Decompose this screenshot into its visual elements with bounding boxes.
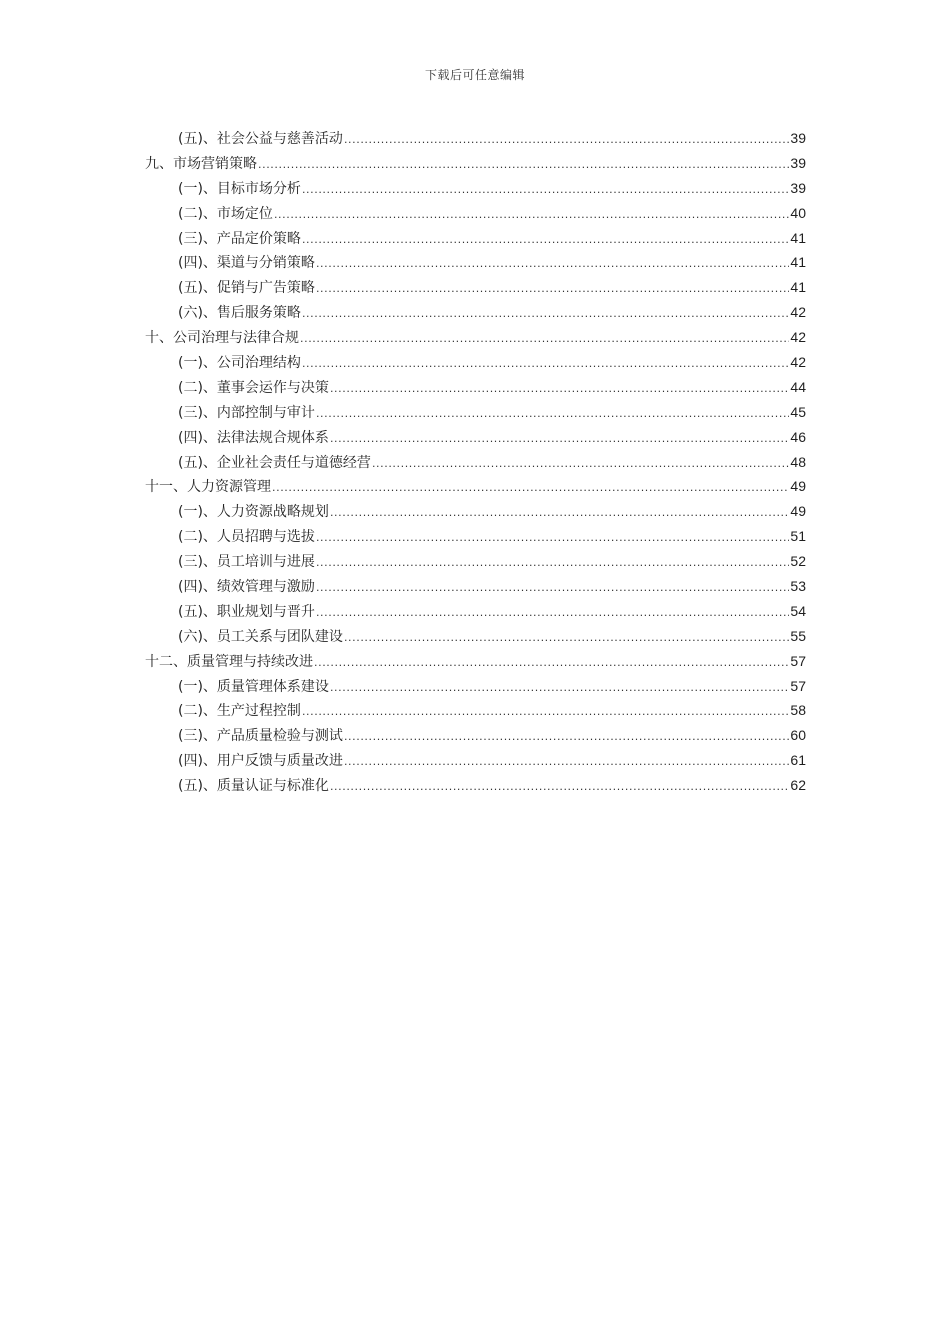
toc-page-number: 41	[790, 279, 806, 296]
toc-entry-title: (六)、售后服务策略	[178, 305, 301, 322]
toc-dot-leader	[258, 153, 789, 178]
toc-dot-leader	[330, 377, 789, 402]
toc-section-entry[interactable]	[145, 524, 806, 549]
toc-entry-title: (五)、质量认证与标准化	[178, 778, 329, 795]
toc-chapter-entry[interactable]	[145, 649, 806, 674]
toc-section-entry[interactable]	[145, 599, 806, 624]
toc-dot-leader	[302, 700, 789, 725]
toc-section-entry[interactable]	[145, 450, 806, 475]
toc-section-entry[interactable]	[145, 350, 806, 375]
toc-section-entry[interactable]	[145, 624, 806, 649]
toc-entry-title: (五)、促销与广告策略	[178, 280, 315, 297]
toc-section-entry[interactable]	[145, 250, 806, 275]
toc-entry-title: (四)、用户反馈与质量改进	[178, 753, 343, 770]
toc-entry-title: (五)、企业社会责任与道德经营	[178, 454, 371, 471]
toc-page-number: 51	[790, 528, 806, 545]
toc-dot-leader	[274, 203, 789, 228]
toc-entry-title: (三)、内部控制与审计	[178, 404, 315, 421]
toc-page-number: 41	[790, 254, 806, 271]
toc-dot-leader	[302, 302, 789, 327]
toc-page-number: 53	[790, 578, 806, 595]
toc-chapter-entry[interactable]	[145, 474, 806, 499]
toc-page-number: 49	[790, 503, 806, 520]
toc-page-number: 46	[790, 428, 806, 445]
toc-dot-leader	[300, 327, 789, 352]
toc-entry-title: 十二、质量管理与持续改进	[145, 653, 313, 670]
toc-dot-leader	[344, 626, 789, 651]
toc-entry-title: (二)、董事会运作与决策	[178, 379, 329, 396]
toc-page-number: 39	[790, 179, 806, 196]
toc-dot-leader	[344, 750, 789, 775]
toc-dot-leader	[330, 501, 789, 526]
toc-dot-leader	[372, 452, 789, 477]
toc-entry-title: (四)、法律法规合规体系	[178, 429, 329, 446]
toc-entry-title: (六)、员工关系与团队建设	[178, 628, 343, 645]
toc-dot-leader	[316, 526, 789, 551]
toc-section-entry[interactable]	[145, 375, 806, 400]
page-header: 下载后可任意编辑	[424, 68, 525, 82]
toc-entry-title: (二)、生产过程控制	[178, 703, 301, 720]
toc-chapter-entry[interactable]	[145, 151, 806, 176]
toc-entry-title: (一)、目标市场分析	[178, 180, 301, 197]
toc-page-number: 60	[790, 727, 806, 744]
toc-section-entry[interactable]	[145, 574, 806, 599]
toc-section-entry[interactable]	[145, 275, 806, 300]
toc-page-number: 42	[790, 304, 806, 321]
toc-page-number: 40	[790, 204, 806, 221]
toc-page-number: 49	[790, 478, 806, 495]
toc-section-entry[interactable]	[145, 773, 806, 798]
toc-entry-title: (三)、员工培训与进展	[178, 554, 315, 571]
toc-chapter-entry[interactable]	[145, 325, 806, 350]
toc-dot-leader	[302, 228, 789, 253]
toc-entry-title: (一)、人力资源战略规划	[178, 504, 329, 521]
toc-section-entry[interactable]	[145, 226, 806, 251]
toc-dot-leader	[316, 402, 789, 427]
toc-page-number: 45	[790, 403, 806, 420]
toc-page-number: 42	[790, 354, 806, 371]
toc-page-number: 52	[790, 553, 806, 570]
toc-dot-leader	[316, 576, 789, 601]
toc-entry-title: 九、市场营销策略	[145, 155, 257, 172]
toc-page-number: 41	[790, 229, 806, 246]
toc-dot-leader	[344, 128, 789, 153]
toc-section-entry[interactable]	[145, 674, 806, 699]
toc-dot-leader	[330, 676, 789, 701]
toc-entry-title: 十一、人力资源管理	[145, 479, 271, 496]
toc-page-number: 62	[790, 777, 806, 794]
toc-dot-leader	[316, 601, 789, 626]
toc-page-number: 54	[790, 602, 806, 619]
toc-dot-leader	[302, 178, 789, 203]
toc-page-number: 44	[790, 378, 806, 395]
toc-section-entry[interactable]	[145, 698, 806, 723]
toc-page-number: 55	[790, 627, 806, 644]
toc-entry-title: 十、公司治理与法律合规	[145, 330, 299, 347]
toc-page-number: 39	[790, 154, 806, 171]
toc-dot-leader	[316, 252, 789, 277]
toc-entry-title: (三)、产品质量检验与测试	[178, 728, 343, 745]
toc-entry-title: (二)、人员招聘与选拔	[178, 529, 315, 546]
toc-page-number: 58	[790, 702, 806, 719]
toc-entry-title: (一)、公司治理结构	[178, 355, 301, 372]
toc-section-entry[interactable]	[145, 400, 806, 425]
toc-entry-title: (二)、市场定位	[178, 205, 273, 222]
toc-entry-title: (三)、产品定价策略	[178, 230, 301, 247]
toc-page-number: 57	[790, 652, 806, 669]
toc-entry-title: (五)、社会公益与慈善活动	[178, 131, 343, 147]
toc-dot-leader	[314, 651, 789, 676]
toc-dot-leader	[330, 427, 789, 452]
toc-section-entry[interactable]	[145, 176, 806, 201]
toc-dot-leader	[272, 476, 789, 501]
toc-section-entry[interactable]	[145, 201, 806, 226]
toc-dot-leader	[302, 352, 789, 377]
toc-section-entry[interactable]	[145, 425, 806, 450]
toc-entry-title: (五)、职业规划与晋升	[178, 603, 315, 620]
toc-section-entry[interactable]	[145, 723, 806, 748]
toc-dot-leader	[344, 725, 789, 750]
table-of-contents	[145, 126, 806, 798]
toc-page-number: 39	[790, 130, 806, 146]
toc-page-number: 57	[790, 677, 806, 694]
toc-dot-leader	[330, 775, 789, 800]
toc-section-entry[interactable]	[145, 126, 806, 151]
toc-page-number: 48	[790, 453, 806, 470]
toc-section-entry[interactable]	[145, 549, 806, 574]
toc-dot-leader	[316, 551, 789, 576]
toc-section-entry[interactable]	[145, 300, 806, 325]
toc-entry-title: (四)、渠道与分销策略	[178, 255, 315, 272]
toc-section-entry[interactable]	[145, 748, 806, 773]
toc-entry-title: (四)、绩效管理与激励	[178, 579, 315, 596]
toc-section-entry[interactable]	[145, 499, 806, 524]
toc-page-number: 42	[790, 329, 806, 346]
toc-page-number: 61	[790, 752, 806, 769]
toc-entry-title: (一)、质量管理体系建设	[178, 678, 329, 695]
toc-dot-leader	[316, 277, 789, 302]
